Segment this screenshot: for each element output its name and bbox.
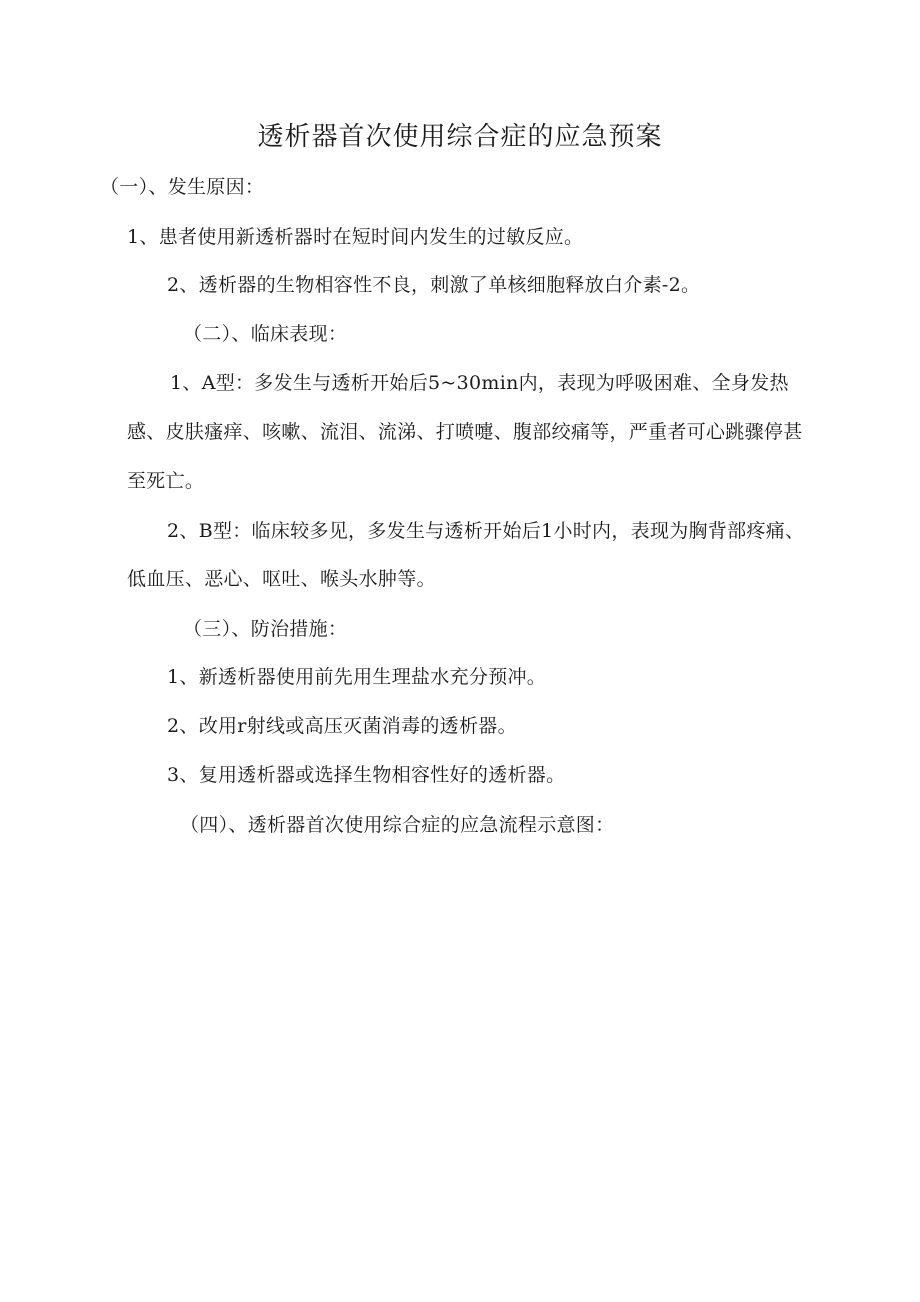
cause-item-2: 2、透析器的生物相容性不良，刺激了单核细胞释放白介素-2。 xyxy=(167,274,701,296)
document-title: 透析器首次使用综合症的应急预案 xyxy=(257,122,663,152)
prevention-item-3: 3、复用透析器或选择生物相容性好的透析器。 xyxy=(167,764,566,786)
symptom-item-b-line1: 2、B型：临床较多见，多发生与透析开始后1小时内，表现为胸背部疼痛、 xyxy=(167,520,805,542)
prevention-item-1: 1、新透析器使用前先用生理盐水充分预冲。 xyxy=(167,666,547,688)
section-heading-causes: （一）、发生原因： xyxy=(100,176,265,198)
section-heading-flowchart: （四）、透析器首次使用综合症的应急流程示意图： xyxy=(180,814,615,836)
section-heading-prevention: （三）、防治措施： xyxy=(183,618,348,640)
symptom-item-a-line2: 感、皮肤瘙痒、咳嗽、流泪、流涕、打喷嚏、腹部绞痛等，严重者可心跳骤停甚 xyxy=(127,421,803,443)
symptom-item-a-line1: 1、A型：多发生与透析开始后5~30min内，表现为呼吸困难、全身发热 xyxy=(170,372,789,394)
cause-item-1: 1、患者使用新透析器时在短时间内发生的过敏反应。 xyxy=(127,226,584,248)
prevention-item-2: 2、改用r射线或高压灭菌消毒的透析器。 xyxy=(167,715,517,737)
symptom-item-a-line3: 至死亡。 xyxy=(127,470,205,492)
section-heading-symptoms: （二）、临床表现： xyxy=(183,323,348,345)
symptom-item-b-line2: 低血压、恶心、呕吐、喉头水肿等。 xyxy=(127,568,436,590)
